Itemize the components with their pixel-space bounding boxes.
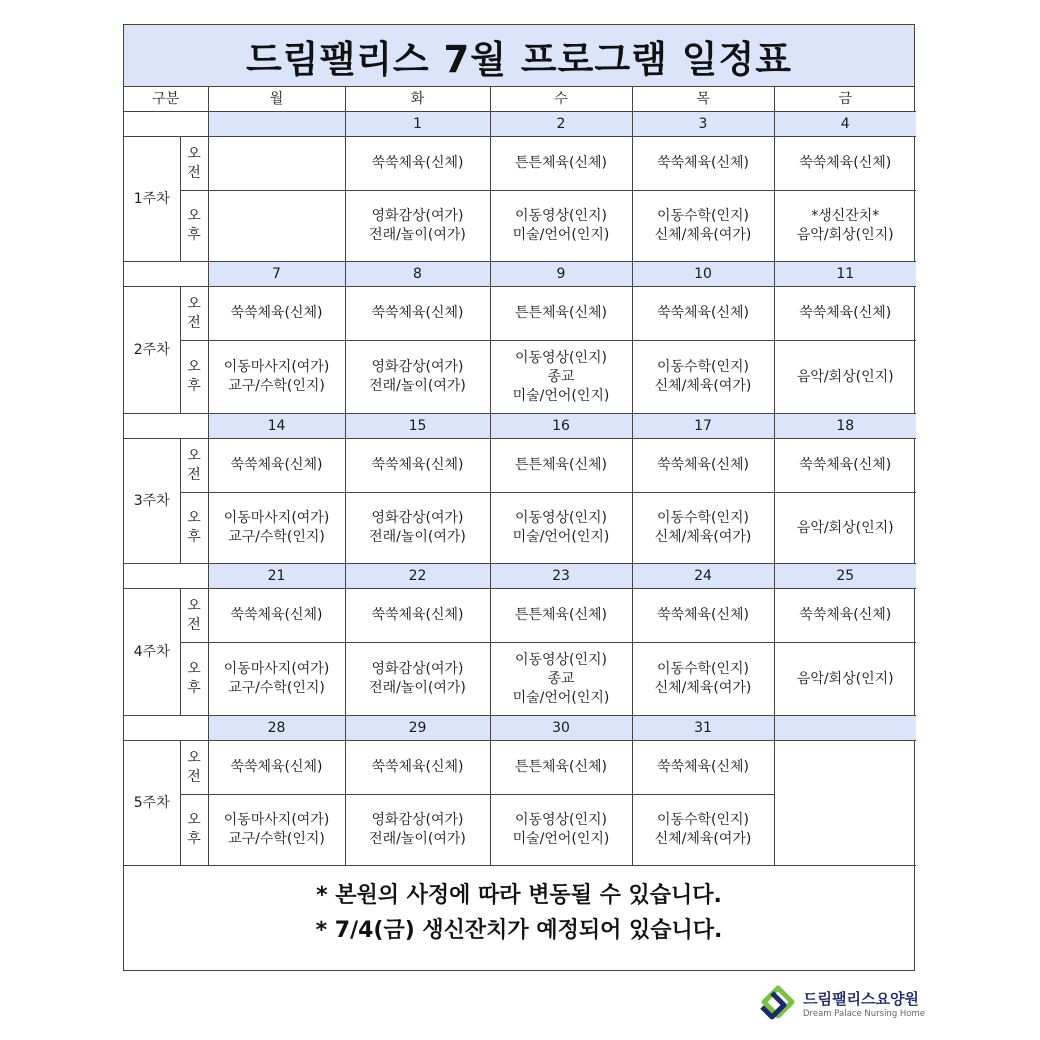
pm-row bbox=[124, 493, 916, 564]
cell-line: 후 bbox=[187, 680, 201, 696]
program-cell bbox=[208, 741, 345, 795]
program-cell bbox=[632, 643, 774, 716]
date-cell: 21 bbox=[208, 564, 345, 589]
am-label bbox=[180, 589, 208, 643]
cell-line: 신체/체육(여가) bbox=[654, 227, 752, 243]
logo-name: 드림팰리스요양원 bbox=[803, 990, 919, 1008]
cell-line: 교구/수학(인지) bbox=[228, 378, 325, 394]
notes-section bbox=[124, 866, 914, 959]
am-label bbox=[180, 439, 208, 493]
date-cell: 17 bbox=[632, 414, 774, 439]
cell-line: 쑥쑥체육(신체) bbox=[371, 155, 464, 171]
cell-line: 쑥쑥체육(신체) bbox=[656, 759, 750, 775]
am-label bbox=[180, 287, 208, 341]
cell-line: 전 bbox=[187, 616, 201, 633]
empty-cell bbox=[774, 741, 916, 866]
cell-line: 쑥쑥체육(신체) bbox=[371, 305, 464, 321]
cell-line: 교구/수학(인지) bbox=[228, 529, 325, 545]
am-row bbox=[124, 287, 916, 341]
am-row bbox=[124, 589, 916, 643]
cell-line: 미술/언어(인지) bbox=[512, 529, 610, 545]
program-cell bbox=[208, 137, 345, 191]
cell-line: 이동수학(인지) bbox=[656, 661, 750, 677]
date-cell: 25 bbox=[774, 564, 916, 589]
cell-line: 이동영상(인지) bbox=[514, 812, 608, 828]
program-cell bbox=[208, 191, 345, 262]
dream-palace-logo-icon bbox=[758, 985, 800, 1023]
cell-line: 오 bbox=[187, 749, 201, 766]
date-row bbox=[124, 564, 916, 589]
program-cell bbox=[632, 287, 774, 341]
program-cell bbox=[490, 191, 632, 262]
cell-line: 전래/놀이(여가) bbox=[369, 378, 466, 394]
program-cell bbox=[490, 643, 632, 716]
cell-line: 후 bbox=[187, 831, 201, 847]
cell-line: 쑥쑥체육(신체) bbox=[799, 607, 892, 623]
program-cell bbox=[490, 137, 632, 191]
day-header: 목 bbox=[632, 87, 774, 112]
cell-line: 오 bbox=[187, 597, 201, 614]
cell-line: 이동영상(인지) bbox=[514, 510, 608, 526]
program-cell bbox=[774, 439, 916, 493]
program-cell bbox=[208, 795, 345, 866]
pm-row bbox=[124, 341, 916, 414]
program-cell bbox=[490, 589, 632, 643]
program-cell bbox=[490, 439, 632, 493]
cell-line: 전래/놀이(여가) bbox=[369, 227, 466, 243]
cell-line: 음악/회상(인지) bbox=[796, 670, 894, 687]
cell-line: 교구/수학(인지) bbox=[228, 831, 325, 847]
cell-line: 미술/언어(인지) bbox=[512, 387, 610, 404]
cell-line: 이동마사지(여가) bbox=[223, 359, 330, 375]
cell-line: 튼튼체육(신체) bbox=[514, 155, 608, 171]
program-cell bbox=[208, 439, 345, 493]
program-cell bbox=[208, 589, 345, 643]
date-row bbox=[124, 414, 916, 439]
am-row bbox=[124, 741, 916, 795]
program-cell bbox=[345, 191, 490, 262]
program-cell bbox=[632, 191, 774, 262]
program-cell bbox=[774, 137, 916, 191]
cell-line: 종교 bbox=[547, 368, 575, 385]
week-label: 5주차 bbox=[124, 741, 180, 866]
cell-line: 영화감상(여가) bbox=[371, 812, 464, 828]
date-cell: 28 bbox=[208, 716, 345, 741]
date-cell: 4 bbox=[774, 112, 916, 137]
note-line: * 7/4(금) 생신잔치가 예정되어 있습니다. bbox=[315, 917, 723, 943]
date-cell: 30 bbox=[490, 716, 632, 741]
cell-line: 쑥쑥체육(신체) bbox=[371, 457, 464, 473]
day-header: 월 bbox=[208, 87, 345, 112]
cell-line: 이동영상(인지) bbox=[514, 349, 608, 366]
cell-line: 후 bbox=[187, 378, 201, 394]
date-cell: 7 bbox=[208, 262, 345, 287]
cell-line: 전 bbox=[187, 164, 201, 181]
date-cell bbox=[208, 112, 345, 137]
date-row bbox=[124, 262, 916, 287]
date-cell: 11 bbox=[774, 262, 916, 287]
cell-line: 영화감상(여가) bbox=[371, 661, 464, 677]
week-label: 4주차 bbox=[124, 589, 180, 716]
cell-line: 쑥쑥체육(신체) bbox=[799, 305, 892, 321]
date-cell: 18 bbox=[774, 414, 916, 439]
program-cell bbox=[345, 493, 490, 564]
cell-line: 이동수학(인지) bbox=[656, 812, 750, 828]
date-cell: 10 bbox=[632, 262, 774, 287]
pm-label bbox=[180, 795, 208, 866]
date-cell: 3 bbox=[632, 112, 774, 137]
program-cell bbox=[632, 137, 774, 191]
cell-line: 신체/체육(여가) bbox=[654, 529, 752, 545]
cell-line: 오 bbox=[187, 447, 201, 464]
cell-line: 미술/언어(인지) bbox=[512, 227, 610, 243]
page-title: 드림팰리스 7월 프로그램 일정표 bbox=[124, 25, 914, 87]
cell-line: 이동수학(인지) bbox=[656, 208, 750, 224]
category-header: 구분 bbox=[124, 87, 208, 112]
cell-line: 튼튼체육(신체) bbox=[514, 759, 608, 775]
cell-line: 쑥쑥체육(신체) bbox=[230, 305, 323, 321]
date-cell: 31 bbox=[632, 716, 774, 741]
program-cell bbox=[490, 341, 632, 414]
logo-subtitle: Dream Palace Nursing Home bbox=[803, 1009, 926, 1019]
cell-line: 쑥쑥체육(신체) bbox=[656, 457, 750, 473]
cell-line: 이동영상(인지) bbox=[514, 208, 608, 224]
cell-line: 오 bbox=[187, 295, 201, 312]
cell-line: 신체/체육(여가) bbox=[654, 831, 752, 847]
date-row bbox=[124, 112, 916, 137]
program-cell bbox=[345, 439, 490, 493]
date-row-spacer bbox=[124, 564, 208, 589]
pm-row bbox=[124, 191, 916, 262]
date-cell: 2 bbox=[490, 112, 632, 137]
cell-line: 후 bbox=[187, 529, 201, 545]
cell-line: 쑥쑥체육(신체) bbox=[656, 607, 750, 623]
program-cell bbox=[208, 493, 345, 564]
cell-line: 미술/언어(인지) bbox=[512, 689, 610, 706]
cell-line: 오 bbox=[187, 812, 201, 828]
am-row bbox=[124, 439, 916, 493]
cell-line: 전래/놀이(여가) bbox=[369, 680, 466, 696]
cell-line: 신체/체육(여가) bbox=[654, 680, 752, 696]
cell-line: 쑥쑥체육(신체) bbox=[230, 457, 323, 473]
date-cell: 22 bbox=[345, 564, 490, 589]
cell-line: 음악/회상(인지) bbox=[796, 227, 894, 243]
pm-label bbox=[180, 493, 208, 564]
date-cell bbox=[774, 716, 916, 741]
schedule-table bbox=[124, 87, 916, 866]
cell-line: 쑥쑥체육(신체) bbox=[230, 607, 323, 623]
date-cell: 1 bbox=[345, 112, 490, 137]
date-row-spacer bbox=[124, 716, 208, 741]
program-cell bbox=[208, 287, 345, 341]
program-cell bbox=[774, 643, 916, 716]
pm-row bbox=[124, 643, 916, 716]
cell-line: 튼튼체육(신체) bbox=[514, 457, 608, 473]
am-label bbox=[180, 137, 208, 191]
date-cell: 24 bbox=[632, 564, 774, 589]
cell-line: 이동마사지(여가) bbox=[223, 510, 330, 526]
cell-line: 전래/놀이(여가) bbox=[369, 831, 466, 847]
date-row-spacer bbox=[124, 112, 208, 137]
cell-line: 전 bbox=[187, 314, 201, 331]
program-cell bbox=[490, 795, 632, 866]
program-cell bbox=[345, 287, 490, 341]
program-cell bbox=[490, 741, 632, 795]
cell-line: 쑥쑥체육(신체) bbox=[656, 305, 750, 321]
date-cell: 29 bbox=[345, 716, 490, 741]
program-cell bbox=[208, 341, 345, 414]
day-header: 화 bbox=[345, 87, 490, 112]
cell-line: 후 bbox=[187, 227, 201, 243]
note-line: * 본원의 사정에 따라 변동될 수 있습니다. bbox=[316, 882, 722, 908]
schedule-sheet bbox=[123, 24, 915, 971]
pm-label bbox=[180, 643, 208, 716]
cell-line: 음악/회상(인지) bbox=[796, 368, 894, 385]
cell-line: 오 bbox=[187, 359, 201, 375]
program-cell bbox=[490, 287, 632, 341]
cell-line: 오 bbox=[187, 510, 201, 526]
cell-line: 신체/체육(여가) bbox=[654, 378, 752, 394]
am-label bbox=[180, 741, 208, 795]
cell-line: 종교 bbox=[547, 670, 575, 687]
cell-line: 음악/회상(인지) bbox=[796, 519, 894, 536]
cell-line: 오 bbox=[187, 145, 201, 162]
program-cell bbox=[774, 493, 916, 564]
cell-line: 튼튼체육(신체) bbox=[514, 607, 608, 623]
cell-line: 쑥쑥체육(신체) bbox=[799, 155, 892, 171]
cell-line: 이동마사지(여가) bbox=[223, 661, 330, 677]
logo bbox=[758, 985, 928, 1025]
program-cell bbox=[632, 439, 774, 493]
program-cell bbox=[632, 493, 774, 564]
cell-line: 전 bbox=[187, 466, 201, 483]
program-cell bbox=[632, 589, 774, 643]
pm-label bbox=[180, 191, 208, 262]
cell-line: 쑥쑥체육(신체) bbox=[371, 607, 464, 623]
cell-line: 영화감상(여가) bbox=[371, 208, 464, 224]
program-cell bbox=[632, 741, 774, 795]
date-row bbox=[124, 716, 916, 741]
cell-line: 이동수학(인지) bbox=[656, 510, 750, 526]
week-label: 3주차 bbox=[124, 439, 180, 564]
week-label: 2주차 bbox=[124, 287, 180, 414]
week-label: 1주차 bbox=[124, 137, 180, 262]
day-header: 금 bbox=[774, 87, 916, 112]
cell-line: 영화감상(여가) bbox=[371, 510, 464, 526]
pm-label bbox=[180, 341, 208, 414]
cell-line: 이동마사지(여가) bbox=[223, 812, 330, 828]
cell-line: 오 bbox=[187, 208, 201, 224]
cell-line: 쑥쑥체육(신체) bbox=[371, 759, 464, 775]
program-cell bbox=[208, 643, 345, 716]
program-cell bbox=[345, 643, 490, 716]
cell-line: 전래/놀이(여가) bbox=[369, 529, 466, 545]
cell-line: 이동영상(인지) bbox=[514, 651, 608, 668]
cell-line: 오 bbox=[187, 661, 201, 677]
program-cell bbox=[345, 589, 490, 643]
cell-line: 쑥쑥체육(신체) bbox=[656, 155, 750, 171]
cell-line: 영화감상(여가) bbox=[371, 359, 464, 375]
cell-line: 쑥쑥체육(신체) bbox=[799, 457, 892, 473]
date-cell: 14 bbox=[208, 414, 345, 439]
cell-line: 이동수학(인지) bbox=[656, 359, 750, 375]
program-cell bbox=[345, 137, 490, 191]
cell-line: 전 bbox=[187, 768, 201, 785]
program-cell bbox=[632, 341, 774, 414]
program-cell bbox=[774, 341, 916, 414]
program-cell bbox=[345, 341, 490, 414]
header-row bbox=[124, 87, 916, 112]
date-row-spacer bbox=[124, 262, 208, 287]
program-cell bbox=[774, 191, 916, 262]
date-cell: 9 bbox=[490, 262, 632, 287]
cell-line: 튼튼체육(신체) bbox=[514, 305, 608, 321]
cell-line: 교구/수학(인지) bbox=[228, 680, 325, 696]
date-cell: 23 bbox=[490, 564, 632, 589]
date-cell: 16 bbox=[490, 414, 632, 439]
cell-line: 미술/언어(인지) bbox=[512, 831, 610, 847]
date-row-spacer bbox=[124, 414, 208, 439]
program-cell bbox=[774, 287, 916, 341]
date-cell: 8 bbox=[345, 262, 490, 287]
program-cell bbox=[490, 493, 632, 564]
program-cell bbox=[345, 795, 490, 866]
date-cell: 15 bbox=[345, 414, 490, 439]
am-row bbox=[124, 137, 916, 191]
cell-line: 쑥쑥체육(신체) bbox=[230, 759, 323, 775]
program-cell bbox=[632, 795, 774, 866]
cell-line: *생신잔치* bbox=[811, 208, 880, 224]
program-cell bbox=[774, 589, 916, 643]
program-cell bbox=[345, 741, 490, 795]
day-header: 수 bbox=[490, 87, 632, 112]
